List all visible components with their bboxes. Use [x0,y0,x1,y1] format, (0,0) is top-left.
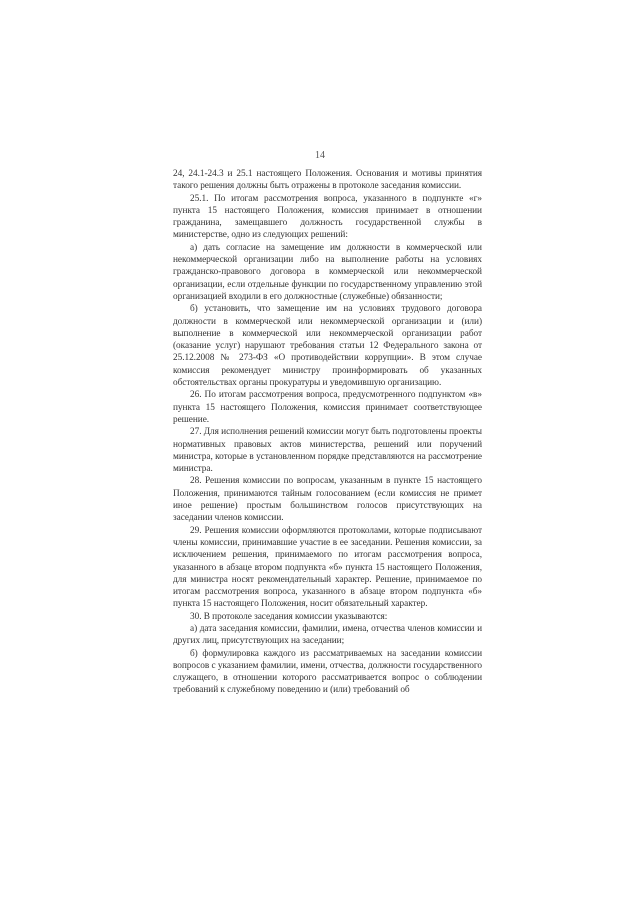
paragraph: б) установить, что замещение им на условиях трудового договора должности в коммерческой или некоммерческой организации и (или) выполнение в коммерческой или некоммерческой организации работ (оказание услуг) нарушают требования статьи 12 Федерального закона от 25.12.2008 № 273-ФЗ «О противодействии коррупции». В этом случае комиссия рекомендует министру проинформировать об указанных обстоятельствах органы прокуратуры и уведомившую организацию. [173,304,482,389]
paragraph: б) формулировка каждого из рассматриваемых на заседании комиссии вопросов с указанием фамилии, имени, отчества, должности государственного служащего, в отношении которого рассматривается вопрос о соблюдении требований к служебному поведению и (или) требований об [173,648,482,696]
page-number: 14 [315,150,325,161]
paragraph: 25.1. По итогам рассмотрения вопроса, указанного в подпункте «г» пункта 15 настоящего Положения, комиссия принимает в отношении гражданина, замещавшего должность государственной службы в министерстве, одно из следующих решений: [173,193,482,241]
paragraph: 29. Решения комиссии оформляются протоколами, которые подписывают члены комиссии, принимавшие участие в ее заседании. Решения комиссии, за исключением решения, принимаемого по итогам рассмотрения вопроса, указанного в абзаце втором подпункта «б» пункта 15 настоящего Положения, для министра носят рекомендательный характер. Решение, принимаемое по итогам рассмотрения вопроса, указанного в абзаце втором подпункта «б» пункта 15 настоящего Положения, носит обязательный характер. [173,525,482,610]
paragraph: 26. По итогам рассмотрения вопроса, предусмотренного подпунктом «в» пункта 15 настоящего Положения, комиссия принимает соответствующее решение. [173,390,482,425]
paragraph: а) дата заседания комиссии, фамилии, имена, отчества членов комиссии и других лиц, присутствующих на заседании; [173,623,482,647]
paragraph: 30. В протоколе заседания комиссии указываются: [190,611,388,622]
paragraph: 24, 24.1-24.3 и 25.1 настоящего Положения. Основания и мотивы принятия такого решения должны быть отражены в протоколе заседания комиссии. [173,169,482,192]
paragraph: 27. Для исполнения решений комиссии могут быть подготовлены проекты нормативных правовых актов министерства, решений или поручений министра, которые в установленном порядке представляются на рассмотрение министра. [173,427,482,475]
paragraph: 28. Решения комиссии по вопросам, указанным в пункте 15 настоящего Положения, принимаются тайным голосованием (если комиссия не примет иное решение) простым большинством голосов присутствующих на заседании членов комиссии. [173,476,482,524]
document-body [173,168,482,697]
paragraph: а) дать согласие на замещение им должности в коммерческой или некоммерческой организации либо на выполнение работы на условиях гражданско-правового договора в коммерческой или некоммерческой организации, если отдельные функции по государственному управлению этой организацией входили в его должностные (служебные) обязанности; [173,242,482,302]
